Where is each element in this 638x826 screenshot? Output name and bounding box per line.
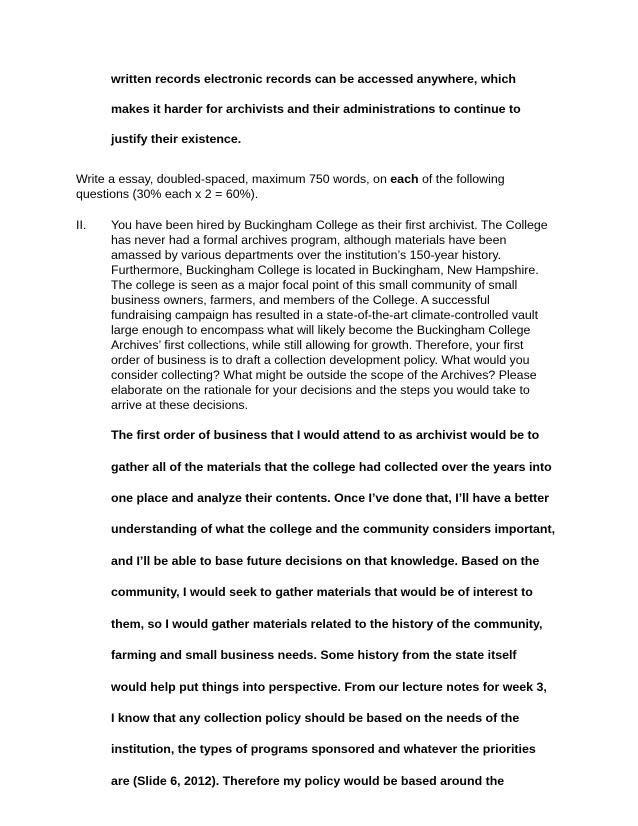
instructions-line-2: questions (30% each x 2 = 60%). xyxy=(76,187,259,201)
question-line-3: amassed by various departments over the institution’s 150-year history. xyxy=(111,248,502,262)
intro-answer-line-3: justify their existence. xyxy=(111,132,242,146)
answer-line-6: community, I would seek to gather materials that would be of interest to xyxy=(111,585,533,599)
answer-line-12: are (Slide 6, 2012). Therefore my policy would be based around the xyxy=(111,774,505,788)
answer-line-4: understanding of what the college and the community considers important, xyxy=(111,522,556,536)
question-number: II. xyxy=(76,218,87,232)
answer-line-11: institution, the types of programs sponsored and whatever the priorities xyxy=(111,742,536,756)
question-line-2: has never had a formal archives program, although materials have been xyxy=(111,233,507,247)
question-line-10: order of business is to draft a collection development policy. What would you xyxy=(111,353,530,367)
answer-line-1: The first order of business that I would attend to as archivist would be to xyxy=(111,428,540,442)
question-line-1: You have been hired by Buckingham College as their first archivist. The College xyxy=(111,218,548,232)
answer-line-10: I know that any collection policy should be based on the needs of the xyxy=(111,711,520,725)
intro-answer-line-1: written records electronic records can be accessed anywhere, which xyxy=(111,72,516,86)
answer-line-2: gather all of the materials that the college had collected over the years into xyxy=(111,460,552,474)
answer-line-7: them, so I would gather materials related to the history of the community, xyxy=(111,617,543,631)
question-line-7: fundraising campaign has resulted in a state-of-the-art climate-controlled vault xyxy=(111,308,539,322)
instructions-emphasis: each xyxy=(390,172,419,186)
question-line-13: arrive at these decisions. xyxy=(111,398,249,412)
answer-line-8: farming and small business needs. Some history from the state itself xyxy=(111,648,517,662)
question-line-4: Furthermore, Buckingham College is located in Buckingham, New Hampshire. xyxy=(111,263,539,277)
answer-line-3: one place and analyze their contents. Once I’ve done that, I’ll have a better xyxy=(111,491,549,505)
instructions-text-before: Write a essay, doubled-spaced, maximum 750 words, on xyxy=(76,172,391,186)
instructions-text-after: of the following xyxy=(418,172,505,186)
answer-line-5: and I’ll be able to base future decisions on that knowledge. Based on the xyxy=(111,554,540,568)
intro-answer-line-2: makes it harder for archivists and their administrations to continue to xyxy=(111,102,521,116)
question-line-6: business owners, farmers, and members of the College. A successful xyxy=(111,293,490,307)
question-line-5: The college is seen as a major focal point of this small community of small xyxy=(111,278,518,292)
answer-line-9: would help put things into perspective. From our lecture notes for week 3, xyxy=(111,680,547,694)
question-line-8: large enough to encompass what will likely become the Buckingham College xyxy=(111,323,531,337)
question-line-12: elaborate on the rationale for your decisions and the steps you would take to xyxy=(111,383,530,397)
question-line-11: consider collecting? What might be outside the scope of the Archives? Please xyxy=(111,368,537,382)
question-line-9: Archives’ first collections, while still allowing for growth. Therefore, your first xyxy=(111,338,524,352)
instructions-line-1 xyxy=(76,172,505,187)
